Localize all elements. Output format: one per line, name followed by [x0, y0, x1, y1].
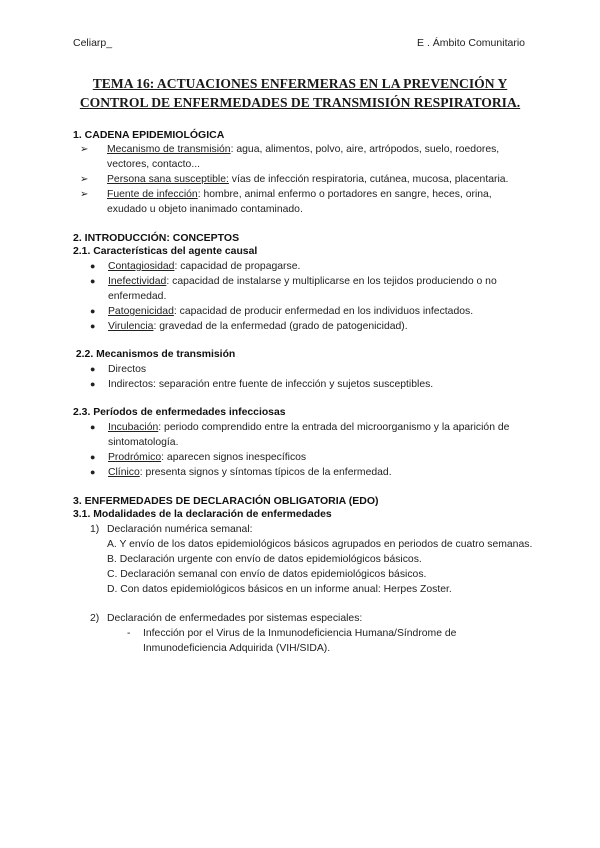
- bullet-icon: ●: [90, 467, 96, 477]
- section-2-3-heading: 2.3. Períodos de enfermedades infecciosas: [73, 407, 286, 418]
- definition: agua, alimentos, polvo, aire, artrópodos, suelo, roedores, vectores, contacto...: [107, 144, 500, 170]
- definition: : periodo comprendido entre la entrada del microorganismo y la aparición de sintomatología.: [108, 422, 510, 448]
- title-line-2: CONTROL DE ENFERMEDADES DE TRANSMISIÓN RESPIRATORIA.: [79, 95, 521, 110]
- term: Inefectividad: [108, 276, 167, 287]
- item-text: Declaración de enfermedades por sistemas especiales:: [107, 613, 363, 624]
- list-item: [73, 377, 533, 392]
- section-2-heading: 2. INTRODUCCIÓN: CONCEPTOS: [73, 232, 240, 244]
- list-item: [73, 187, 533, 217]
- bullet-icon: ●: [90, 276, 96, 286]
- list-item: [73, 420, 533, 450]
- bullet-icon: ●: [90, 306, 96, 316]
- bullet-icon: ●: [90, 261, 96, 271]
- sub-item: A. Y envío de los datos epidemiológicos básicos agrupados en periodos de cuatro semanas.: [107, 539, 533, 550]
- item-text: Directos: [108, 364, 147, 375]
- list-item: [73, 450, 533, 465]
- section-1-list: [73, 142, 533, 217]
- list-item: [73, 362, 533, 377]
- section-2-1-heading: 2.1. Características del agente causal: [73, 246, 258, 257]
- section-1-heading: 1. CADENA EPIDEMIOLÓGICA: [73, 129, 225, 141]
- definition: : presenta signos y síntomas típicos de la enfermedad.: [139, 467, 392, 478]
- arrow-bullet-icon: ➢: [80, 174, 89, 185]
- bullet-icon: ●: [90, 364, 96, 374]
- numbered-item: [73, 611, 533, 626]
- term: Persona sana susceptible:: [107, 174, 229, 185]
- term: Contagiosidad: [108, 261, 175, 272]
- item-number: 1): [90, 524, 100, 535]
- item-text: Infección por el Virus de la Inmunodeficiencia Humana/Síndrome de Inmunodeficiencia Adquirida (VIH/SIDA).: [143, 628, 457, 654]
- definition: : gravedad de la enfermedad (grado de patogenicidad).: [153, 321, 408, 332]
- definition: : capacidad de propagarse.: [174, 261, 301, 272]
- sub-item: B. Declaración urgente con envío de datos epidemiológicos básicos.: [107, 554, 422, 565]
- page-title: [60, 74, 540, 112]
- definition: : capacidad de producir enfermedad en los individuos infectados.: [173, 306, 474, 317]
- list-item: [73, 172, 533, 187]
- header-subject: E . Ámbito Comunitario: [417, 37, 525, 49]
- term: Mecanismo de transmisión: [107, 144, 231, 155]
- arrow-bullet-icon: ➢: [80, 144, 89, 155]
- sub-item: [73, 626, 533, 656]
- dash-bullet: -: [127, 628, 131, 639]
- term-sep: :: [197, 189, 201, 200]
- term: Incubación: [108, 422, 159, 433]
- term: Fuente de infección: [107, 189, 198, 200]
- term: Prodrómico: [108, 452, 162, 463]
- definition: : capacidad de instalarse y multiplicarse en los tejidos produciendo o no enfermedad.: [108, 276, 497, 302]
- sub-item: D. Con datos epidemiológicos básicos en un informe anual: Herpes Zoster.: [107, 584, 452, 595]
- item-number: 2): [90, 613, 100, 624]
- section-2-1-list: [73, 259, 533, 334]
- section-2-2-list: [73, 362, 533, 392]
- header-author: Celiarp_: [73, 37, 113, 49]
- bullet-icon: ●: [90, 379, 96, 389]
- section-2-2-heading: 2.2. Mecanismos de transmisión: [73, 349, 236, 360]
- bullet-icon: ●: [90, 422, 96, 432]
- section-3-heading: 3. ENFERMEDADES DE DECLARACIÓN OBLIGATORIA (EDO): [73, 495, 379, 507]
- item-text: Indirectos: separación entre fuente de infección y sujetos susceptibles.: [108, 379, 434, 390]
- definition: : aparecen signos inespecíficos: [161, 452, 307, 463]
- definition: hombre, animal enfermo o portadores en sangre, heces, orina, exudado u objeto inanimado contaminado.: [107, 189, 492, 215]
- arrow-bullet-icon: ➢: [80, 189, 89, 200]
- section-3-1-heading: 3.1. Modalidades de la declaración de enfermedades: [73, 509, 332, 520]
- list-item: [73, 259, 533, 274]
- list-item: [73, 319, 533, 334]
- sub-item: C. Declaración semanal con envío de datos epidemiológicos básicos.: [107, 569, 427, 580]
- list-item: [73, 304, 533, 319]
- term-sep: :: [230, 144, 234, 155]
- term: Patogenicidad: [108, 306, 174, 317]
- numbered-item: [73, 522, 533, 537]
- section-2-3-list: [73, 420, 533, 480]
- definition: vías de infección respiratoria, cutánea, mucosa, placentaria.: [228, 174, 509, 185]
- list-item: [73, 465, 533, 480]
- term: Virulencia: [108, 321, 154, 332]
- list-item: [73, 274, 533, 304]
- item-text: Declaración numérica semanal:: [107, 524, 253, 535]
- title-line-1: TEMA 16: ACTUACIONES ENFERMERAS EN LA PREVENCIÓN Y: [92, 76, 508, 91]
- bullet-icon: ●: [90, 452, 96, 462]
- term: Clínico: [108, 467, 140, 478]
- document-body: [73, 128, 533, 656]
- list-item: [73, 142, 533, 172]
- bullet-icon: ●: [90, 321, 96, 331]
